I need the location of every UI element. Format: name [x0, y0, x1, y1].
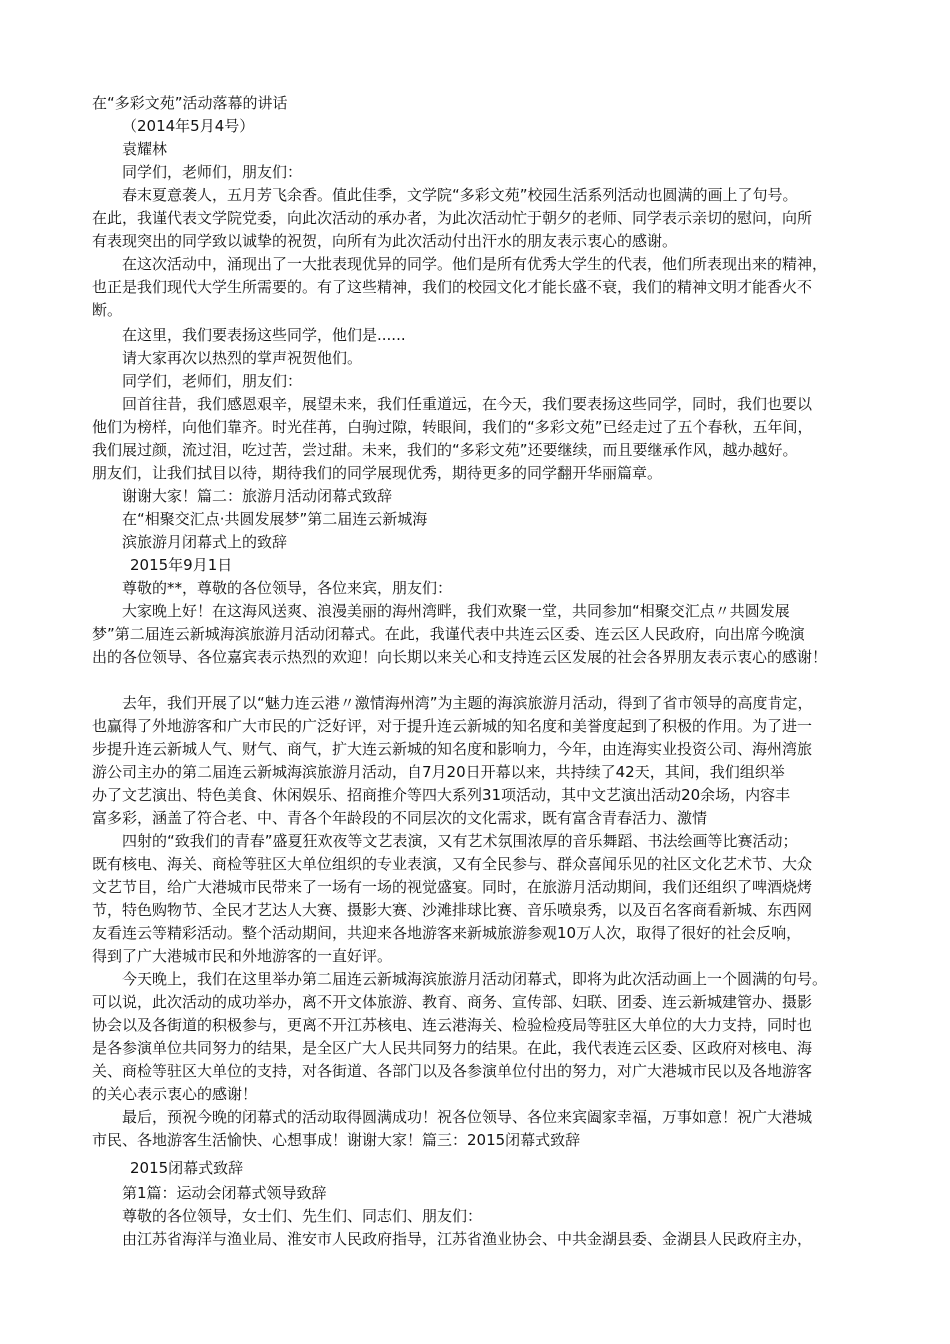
salutation: 尊敬的各位领导，女士们、先生们、同志们、朋友们：: [122, 1207, 483, 1225]
speech-date: 2015年9月1日: [130, 556, 233, 574]
doc-author: 袁耀林: [122, 140, 168, 158]
paragraph-line: 出的各位领导、各位嘉宾表示热烈的欢迎！向长期以来关心和支持连云区发展的社会各界朋友表示衷心的感谢！: [92, 648, 828, 666]
paragraph-line: 在此，我谨代表文学院党委，向此次活动的承办者，为此次活动忙于朝夕的老师、同学表示亲切的慰问，向所: [92, 209, 813, 227]
paragraph-line: 我们展过颜，流过泪，吃过苦，尝过甜。未来，我们的“多彩文苑”还要继续，而且要继承作风，越办越好。: [92, 441, 798, 459]
paragraph-line: 节，特色购物节、全民才艺达人大赛、摄影大赛、沙滩排球比赛、音乐喷泉秀，以及百名客商看新城、东西网: [92, 901, 813, 919]
speech-title: 在“相聚交汇点·共圆发展梦”第二届连云新城海: [122, 510, 428, 528]
paragraph-line: 文艺节目，给广大港城市民带来了一场有一场的视觉盛宴。同时，在旅游月活动期间，我们还组织了啤酒烧烤: [92, 878, 813, 896]
salutation: 尊敬的**，尊敬的各位领导，各位来宾，朋友们：: [122, 579, 453, 597]
paragraph-line: 既有核电、海关、商检等驻区大单位组织的专业表演，又有全民参与、群众喜闻乐见的社区文化艺术节、大众: [92, 855, 813, 873]
paragraph-line: 的关心表示衷心的感谢！: [92, 1085, 258, 1103]
paragraph-line: 得到了广大港城市民和外地游客的一直好评。: [92, 947, 393, 965]
paragraph-line: 步提升连云新城人气、财气、商气，扩大连云新城的知名度和影响力，今年，由连海实业投资公司、海州湾旅: [92, 740, 813, 758]
paragraph-line: 去年，我们开展了以“魅力连云港〃激情海州湾”为主题的海滨旅游月活动，得到了省市领导的高度肯定，: [122, 694, 813, 712]
section-heading: 谢谢大家！篇二：旅游月活动闭幕式致辞: [122, 487, 393, 505]
doc-title: 在“多彩文苑”活动落幕的讲话: [92, 94, 288, 112]
paragraph-line: 在这里，我们要表扬这些同学，他们是......: [122, 326, 406, 344]
paragraph-line: 也赢得了外地游客和广大市民的广泛好评，对于提升连云新城的知名度和美誉度起到了积极的作用。为了进一: [92, 717, 813, 735]
speech-title: 滨旅游月闭幕式上的致辞: [122, 533, 288, 551]
paragraph-line: 请大家再次以热烈的掌声祝贺他们。: [122, 349, 363, 367]
section-heading: 2015闭幕式致辞: [130, 1159, 244, 1177]
paragraph-line: 可以说，此次活动的成功举办，离不开文体旅游、教育、商务、宣传部、妇联、团委、连云新城建管办、摄影: [92, 993, 813, 1011]
paragraph-line: 在这次活动中，涌现出了一大批表现优异的同学。他们是所有优秀大学生的代表，他们所表现出来的精神，: [122, 255, 828, 273]
paragraph-line: 大家晚上好！在这海风送爽、浪漫美丽的海州湾畔，我们欢聚一堂，共同参加“相聚交汇点〃共圆发展: [122, 602, 790, 620]
paragraph-line: 梦”第二届连云新城海滨旅游月活动闭幕式。在此，我谨代表中共连云区委、连云区人民政府，向出席今晚演: [92, 625, 805, 643]
salutation: 同学们，老师们，朋友们：: [122, 372, 303, 390]
paragraph-line: 友看连云等精彩活动。整个活动期间，共迎来各地游客来新城旅游参观10万人次，取得了很好的社会反响，: [92, 924, 802, 942]
paragraph-line: 最后，预祝今晚的闭幕式的活动取得圆满成功！祝各位领导、各位来宾阖家幸福，万事如意！祝广大港城: [122, 1108, 813, 1126]
paragraph-line: 办了文艺演出、特色美食、休闲娱乐、招商推介等四大系列31项活动，其中文艺演出活动20余场，内容丰: [92, 786, 791, 804]
paragraph-line: 是各参演单位共同努力的结果，是全区广大人民共同努力的结果。在此，我代表连云区委、区政府对核电、海: [92, 1039, 813, 1057]
paragraph-line: 协会以及各街道的积极参与，更离不开江苏核电、连云港海关、检验检疫局等驻区大单位的大力支持，同时也: [92, 1016, 813, 1034]
section-heading: 第1篇：运动会闭幕式领导致辞: [122, 1184, 327, 1202]
paragraph-line: 关、商检等驻区大单位的支持，对各街道、各部门以及各参演单位付出的努力，对广大港城市民以及各地游客: [92, 1062, 813, 1080]
paragraph-line: 有表现突出的同学致以诚挚的祝贺，向所有为此次活动付出汗水的朋友表示衷心的感谢。: [92, 232, 678, 250]
paragraph-line: 春末夏意袭人，五月芳飞余香。值此佳季，文学院“多彩文苑”校园生活系列活动也圆满的画上了句号。: [122, 186, 798, 204]
paragraph-line: 由江苏省海洋与渔业局、淮安市人民政府指导，江苏省渔业协会、中共金湖县委、金湖县人民政府主办，: [122, 1230, 813, 1248]
paragraph-line: 游公司主办的第二届连云新城海滨旅游月活动，自7月20日开幕以来，共持续了42天，其间，我们组织举: [92, 763, 785, 781]
paragraph-line: 也正是我们现代大学生所需要的。有了这些精神，我们的校园文化才能长盛不衰，我们的精神文明才能香火不: [92, 278, 813, 296]
paragraph-line: 他们为榜样，向他们靠齐。时光荏苒，白驹过隙，转眼间，我们的“多彩文苑”已经走过了五个春秋，五年间，: [92, 418, 813, 436]
paragraph-line: 富多彩，涵盖了符合老、中、青各个年龄段的不同层次的文化需求，既有富含青春活力、激情: [92, 809, 708, 827]
doc-date: （2014年5月4号）: [122, 117, 255, 135]
paragraph-line: 回首往昔，我们感恩艰辛，展望未来，我们任重道远，在今天，我们要表扬这些同学，同时，我们也要以: [122, 395, 813, 413]
paragraph-line: 市民、各地游客生活愉快、心想事成！谢谢大家！篇三：2015闭幕式致辞: [92, 1131, 581, 1149]
paragraph-line: 断。: [92, 301, 123, 319]
salutation: 同学们，老师们，朋友们：: [122, 163, 303, 181]
paragraph-line: 朋友们，让我们拭目以待，期待我们的同学展现优秀，期待更多的同学翻开华丽篇章。: [92, 464, 663, 482]
paragraph-line: 今天晚上，我们在这里举办第二届连云新城海滨旅游月活动闭幕式，即将为此次活动画上一个圆满的句号。: [122, 970, 828, 988]
paragraph-line: 四射的“致我们的青春”盛夏狂欢夜等文艺表演，又有艺术氛围浓厚的音乐舞蹈、书法绘画等比赛活动；: [122, 832, 798, 850]
